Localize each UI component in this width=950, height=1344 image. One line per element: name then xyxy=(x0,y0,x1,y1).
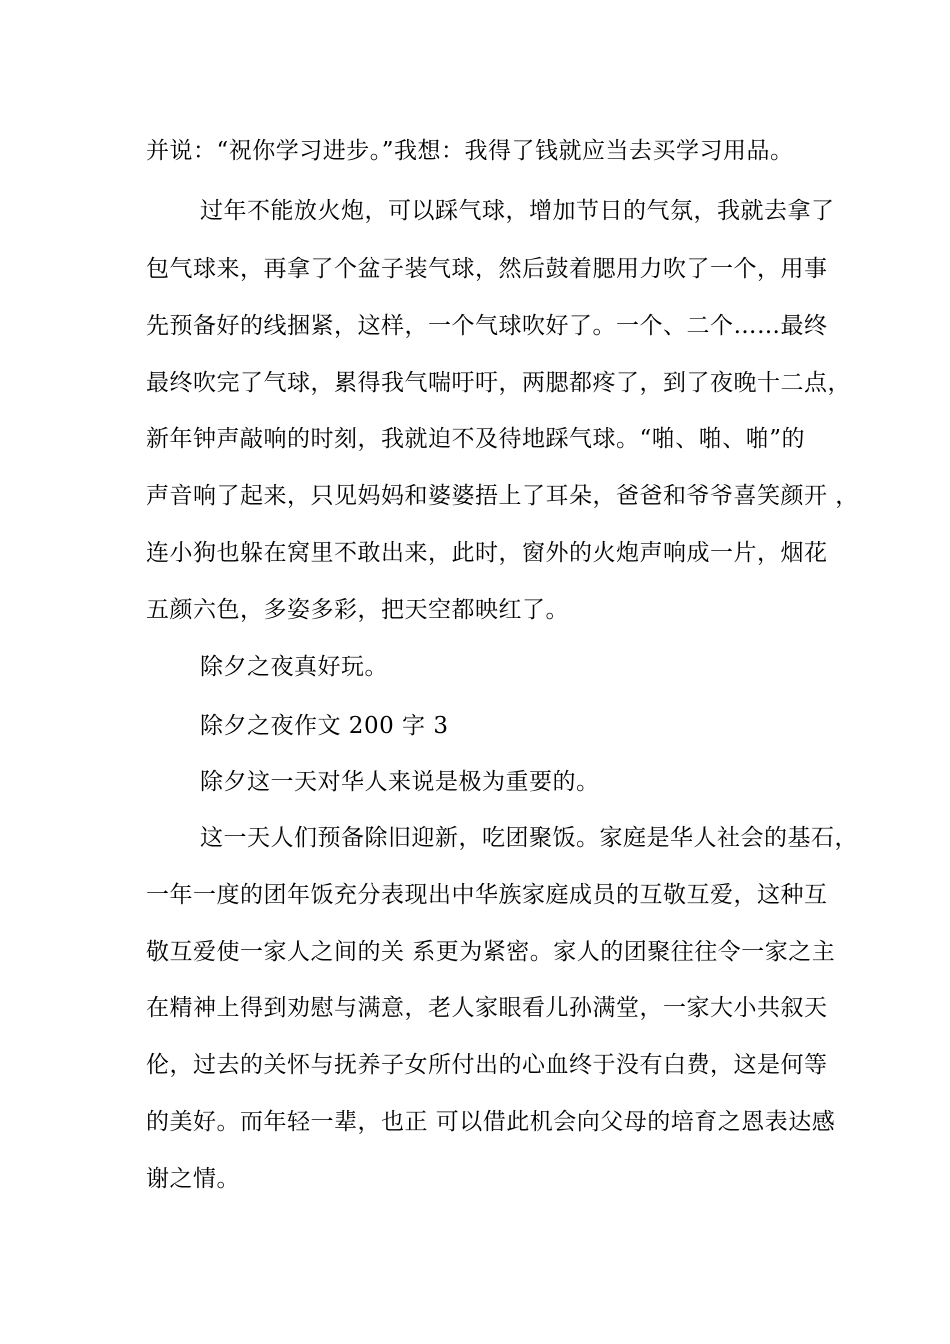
text-line: 的美好。而年轻一辈，也正 可以借此机会向父母的培育之恩表达感 xyxy=(146,1109,836,1135)
text-line: 在精神上得到劝慰与满意，老人家眼看儿孙满堂，一家大小共叙天 xyxy=(146,995,828,1021)
text-line: 先预备好的线捆紧，这样，一个气球吹好了。一个、二个……最终 xyxy=(146,313,828,339)
text-line: 一年一度的团年饭充分表现出中华族家庭成员的互敬互爱，这种互 xyxy=(146,882,828,908)
section-heading: 除夕之夜作文 200 字 3 xyxy=(200,713,449,739)
text-line: 并说：“祝你学习进步。”我想：我得了钱就应当去买学习用品。 xyxy=(146,138,794,164)
text-line: 包气球来，再拿了个盆子装气球，然后鼓着腮用力吹了一个，用事 xyxy=(146,256,828,282)
text-line: 这一天人们预备除旧迎新，吃团聚饭。家庭是华人社会的基石， xyxy=(200,825,858,851)
text-line: 敬互爱使一家人之间的关 系更为紧密。家人的团聚往往令一家之主 xyxy=(146,939,836,965)
text-line: 连小狗也躲在窝里不敢出来，此时，窗外的火炮声响成一片，烟花 xyxy=(146,540,828,566)
text-line: 新年钟声敲响的时刻，我就迫不及待地踩气球。“啪、啪、啪”的 xyxy=(146,426,806,452)
text-line: 声音响了起来，只见妈妈和婆婆捂上了耳朵，爸爸和爷爷喜笑颜开 ， xyxy=(146,483,859,509)
text-line: 除夕之夜真好玩。 xyxy=(200,654,388,680)
text-line: 过年不能放火炮，可以踩气球，增加节日的气氛，我就去拿了 xyxy=(200,198,835,224)
text-line: 五颜六色，多姿多彩，把天空都映红了。 xyxy=(146,597,569,623)
text-line: 除夕这一天对华人来说是极为重要的。 xyxy=(200,769,600,795)
text-line: 伦，过去的关怀与抚养子女所付出的心血终于没有白费，这是何等 xyxy=(146,1052,828,1078)
text-line: 谢之情。 xyxy=(146,1166,240,1192)
text-line: 最终吹完了气球，累得我气喘吁吁，两腮都疼了，到了夜晚十二点， xyxy=(146,370,851,396)
